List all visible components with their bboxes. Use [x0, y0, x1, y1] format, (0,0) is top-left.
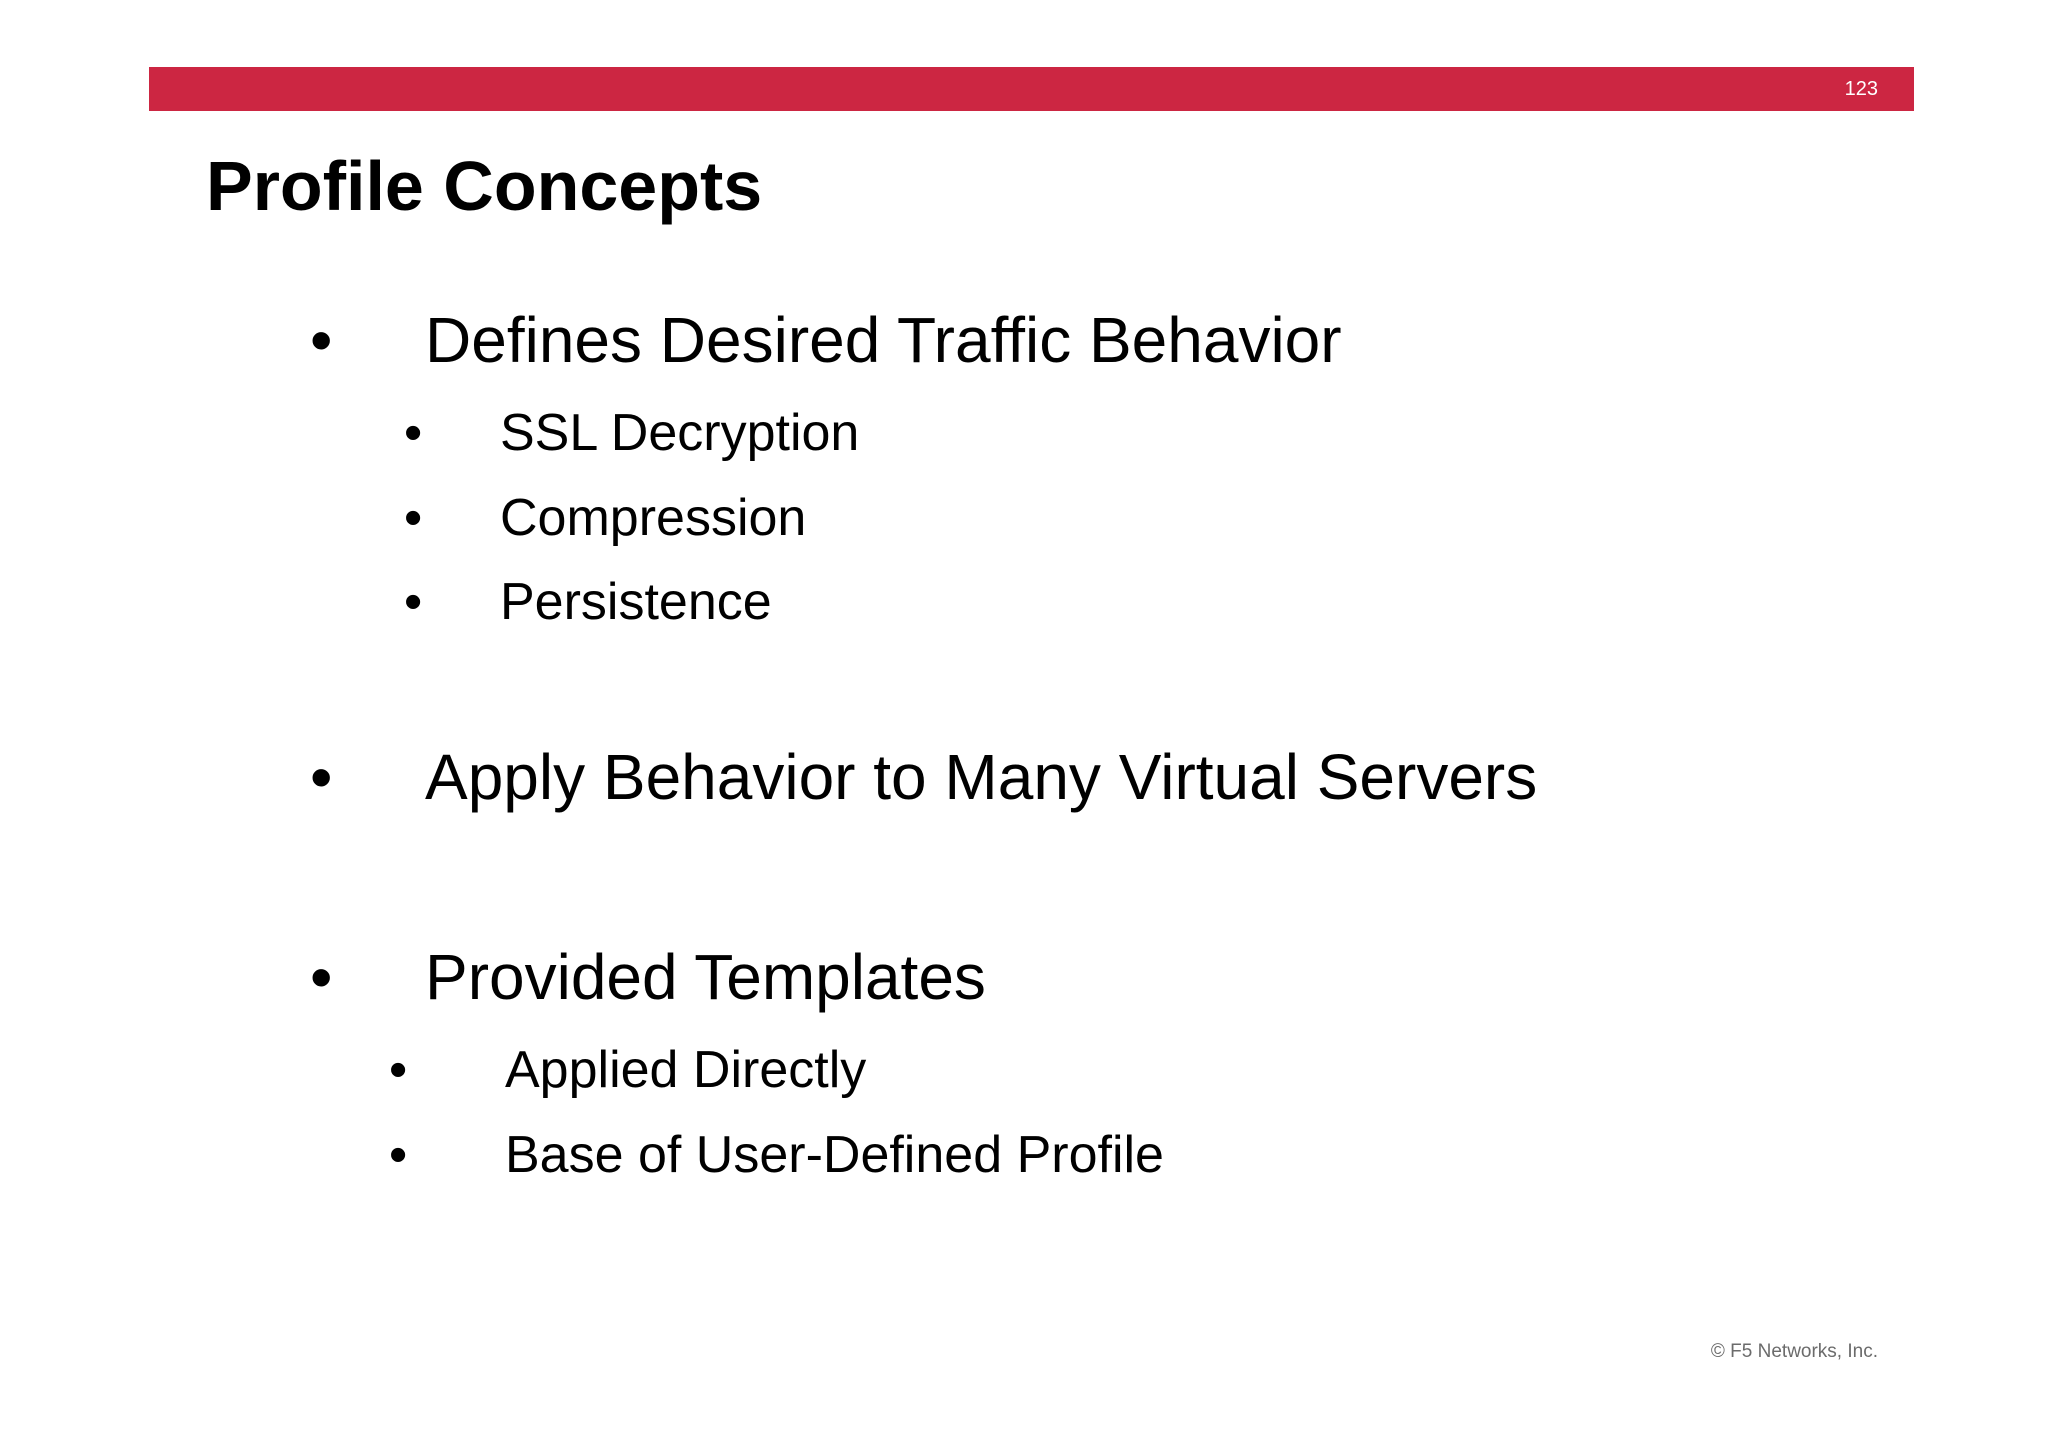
bullet-text: Provided Templates — [425, 941, 986, 1013]
bullet-marker: • — [389, 1126, 408, 1184]
bullet-marker: • — [389, 1041, 408, 1099]
bullet-marker: • — [310, 941, 333, 1013]
footer-copyright: © F5 Networks, Inc. — [1710, 1341, 1878, 1362]
bullet-marker: • — [404, 489, 423, 547]
bullet-text: Base of User-Defined Profile — [505, 1126, 1164, 1184]
bullet-marker: • — [310, 304, 333, 376]
bullet-text: Persistence — [500, 573, 772, 631]
bullet-text: Compression — [500, 489, 807, 547]
bullet-marker: • — [404, 573, 423, 631]
bullet-marker: • — [310, 741, 333, 813]
bullet-text: Apply Behavior to Many Virtual Servers — [425, 741, 1538, 813]
page-number: 123 — [1844, 78, 1878, 100]
slide-title: Profile Concepts — [206, 147, 763, 225]
bullet-text: SSL Decryption — [500, 404, 860, 462]
bullet-text: Defines Desired Traffic Behavior — [425, 304, 1342, 376]
bullet-text: Applied Directly — [505, 1041, 867, 1099]
bullet-marker: • — [404, 404, 423, 462]
header-accent-bar — [149, 67, 1914, 111]
